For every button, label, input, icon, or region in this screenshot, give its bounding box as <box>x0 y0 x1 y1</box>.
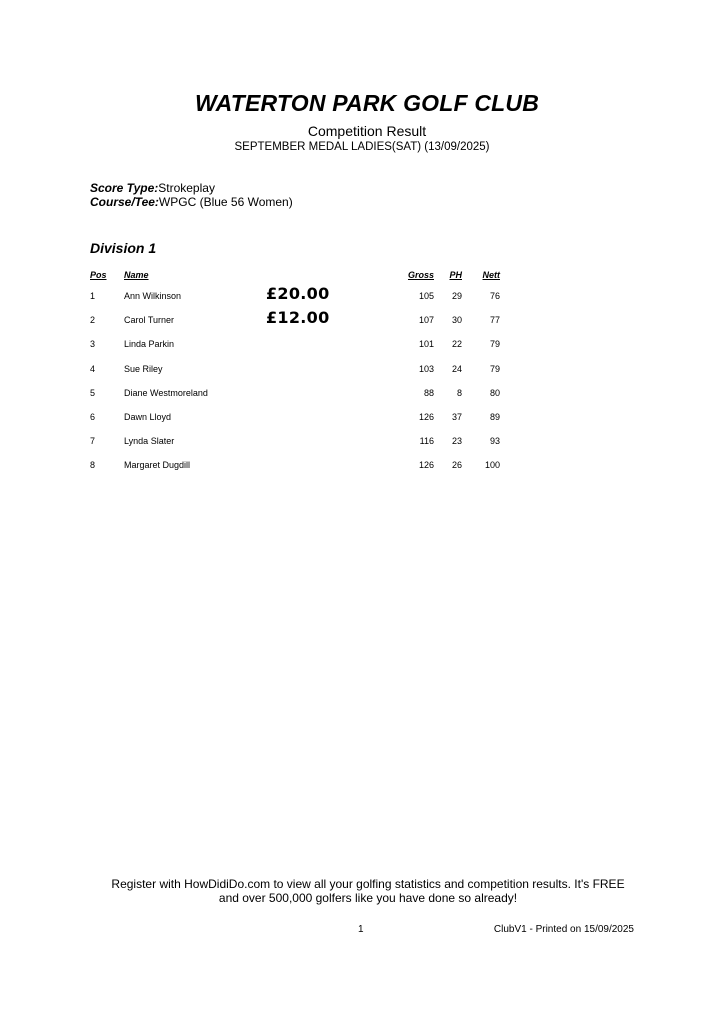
cell-nett: 89 <box>489 412 500 422</box>
cell-ph: 37 <box>451 412 462 422</box>
competition-name: SEPTEMBER MEDAL LADIES(SAT) (13/09/2025) <box>234 141 490 153</box>
cell-nett: 100 <box>484 460 500 471</box>
cell-nett: 79 <box>489 339 500 350</box>
course-tee-label: Course/Tee: <box>90 195 159 209</box>
cell-ph: 23 <box>451 436 462 447</box>
register-note <box>0 877 724 905</box>
page-subtitle: Competition Result <box>307 123 427 139</box>
cell-nett: 93 <box>489 436 500 447</box>
score-type-line <box>90 181 215 195</box>
cell-name: Margaret Dugdill <box>124 460 191 471</box>
cell-ph: 30 <box>451 315 462 326</box>
page-number: 1 <box>358 924 364 935</box>
score-type-label: Score Type: <box>90 181 159 195</box>
cell-name: Dawn Lloyd <box>124 412 172 422</box>
cell-ph: 24 <box>451 363 462 374</box>
cell-name: Sue Riley <box>124 363 163 374</box>
cell-nett: 76 <box>489 291 500 301</box>
division-title: Division 1 <box>90 240 157 256</box>
prize-amount: £20.00 <box>266 284 330 303</box>
cell-gross: 116 <box>419 436 434 447</box>
cell-pos: 4 <box>90 363 96 374</box>
col-header-nett: Nett <box>482 270 500 280</box>
cell-name: Diane Westmoreland <box>124 387 208 398</box>
cell-gross: 88 <box>423 387 434 398</box>
cell-name: Linda Parkin <box>124 339 175 350</box>
cell-ph: 29 <box>451 291 462 301</box>
cell-pos: 6 <box>90 412 96 422</box>
col-header-ph: PH <box>449 270 462 280</box>
cell-gross: 107 <box>418 315 434 326</box>
cell-gross: 105 <box>418 291 434 301</box>
course-tee-line <box>90 195 293 209</box>
register-line-2: and over 500,000 golfers like you have done so already! <box>218 891 518 905</box>
club-title: WATERTON PARK GOLF CLUB <box>194 90 540 116</box>
col-header-pos: Pos <box>90 270 107 280</box>
cell-pos: 1 <box>90 291 96 301</box>
cell-nett: 77 <box>489 315 500 326</box>
printed-info: ClubV1 - Printed on 15/09/2025 <box>493 924 634 935</box>
cell-name: Carol Turner <box>124 315 175 326</box>
cell-ph: 22 <box>451 339 462 350</box>
register-line-1: Register with HowDidiDo.com to view all your golfing statistics and competition results. It's FREE <box>111 877 625 891</box>
cell-pos: 7 <box>90 436 96 447</box>
course-tee-value: WPGC (Blue 56 Women) <box>158 195 293 209</box>
cell-name: Lynda Slater <box>124 436 175 447</box>
cell-name: Ann Wilkinson <box>124 291 182 301</box>
cell-gross: 103 <box>418 363 434 374</box>
cell-ph: 26 <box>451 460 462 471</box>
cell-pos: 3 <box>90 339 96 350</box>
cell-nett: 80 <box>489 387 500 398</box>
cell-gross: 126 <box>418 412 434 422</box>
cell-nett: 79 <box>489 363 500 374</box>
prize-amount: £12.00 <box>266 308 330 328</box>
col-header-name: Name <box>124 270 149 280</box>
score-type-value: Strokeplay <box>158 181 215 195</box>
cell-pos: 8 <box>90 460 96 471</box>
cell-gross: 126 <box>418 460 434 471</box>
cell-gross: 101 <box>418 339 434 350</box>
cell-pos: 5 <box>90 387 96 398</box>
cell-pos: 2 <box>90 315 96 326</box>
col-header-gross: Gross <box>407 270 434 280</box>
cell-ph: 8 <box>456 387 462 398</box>
